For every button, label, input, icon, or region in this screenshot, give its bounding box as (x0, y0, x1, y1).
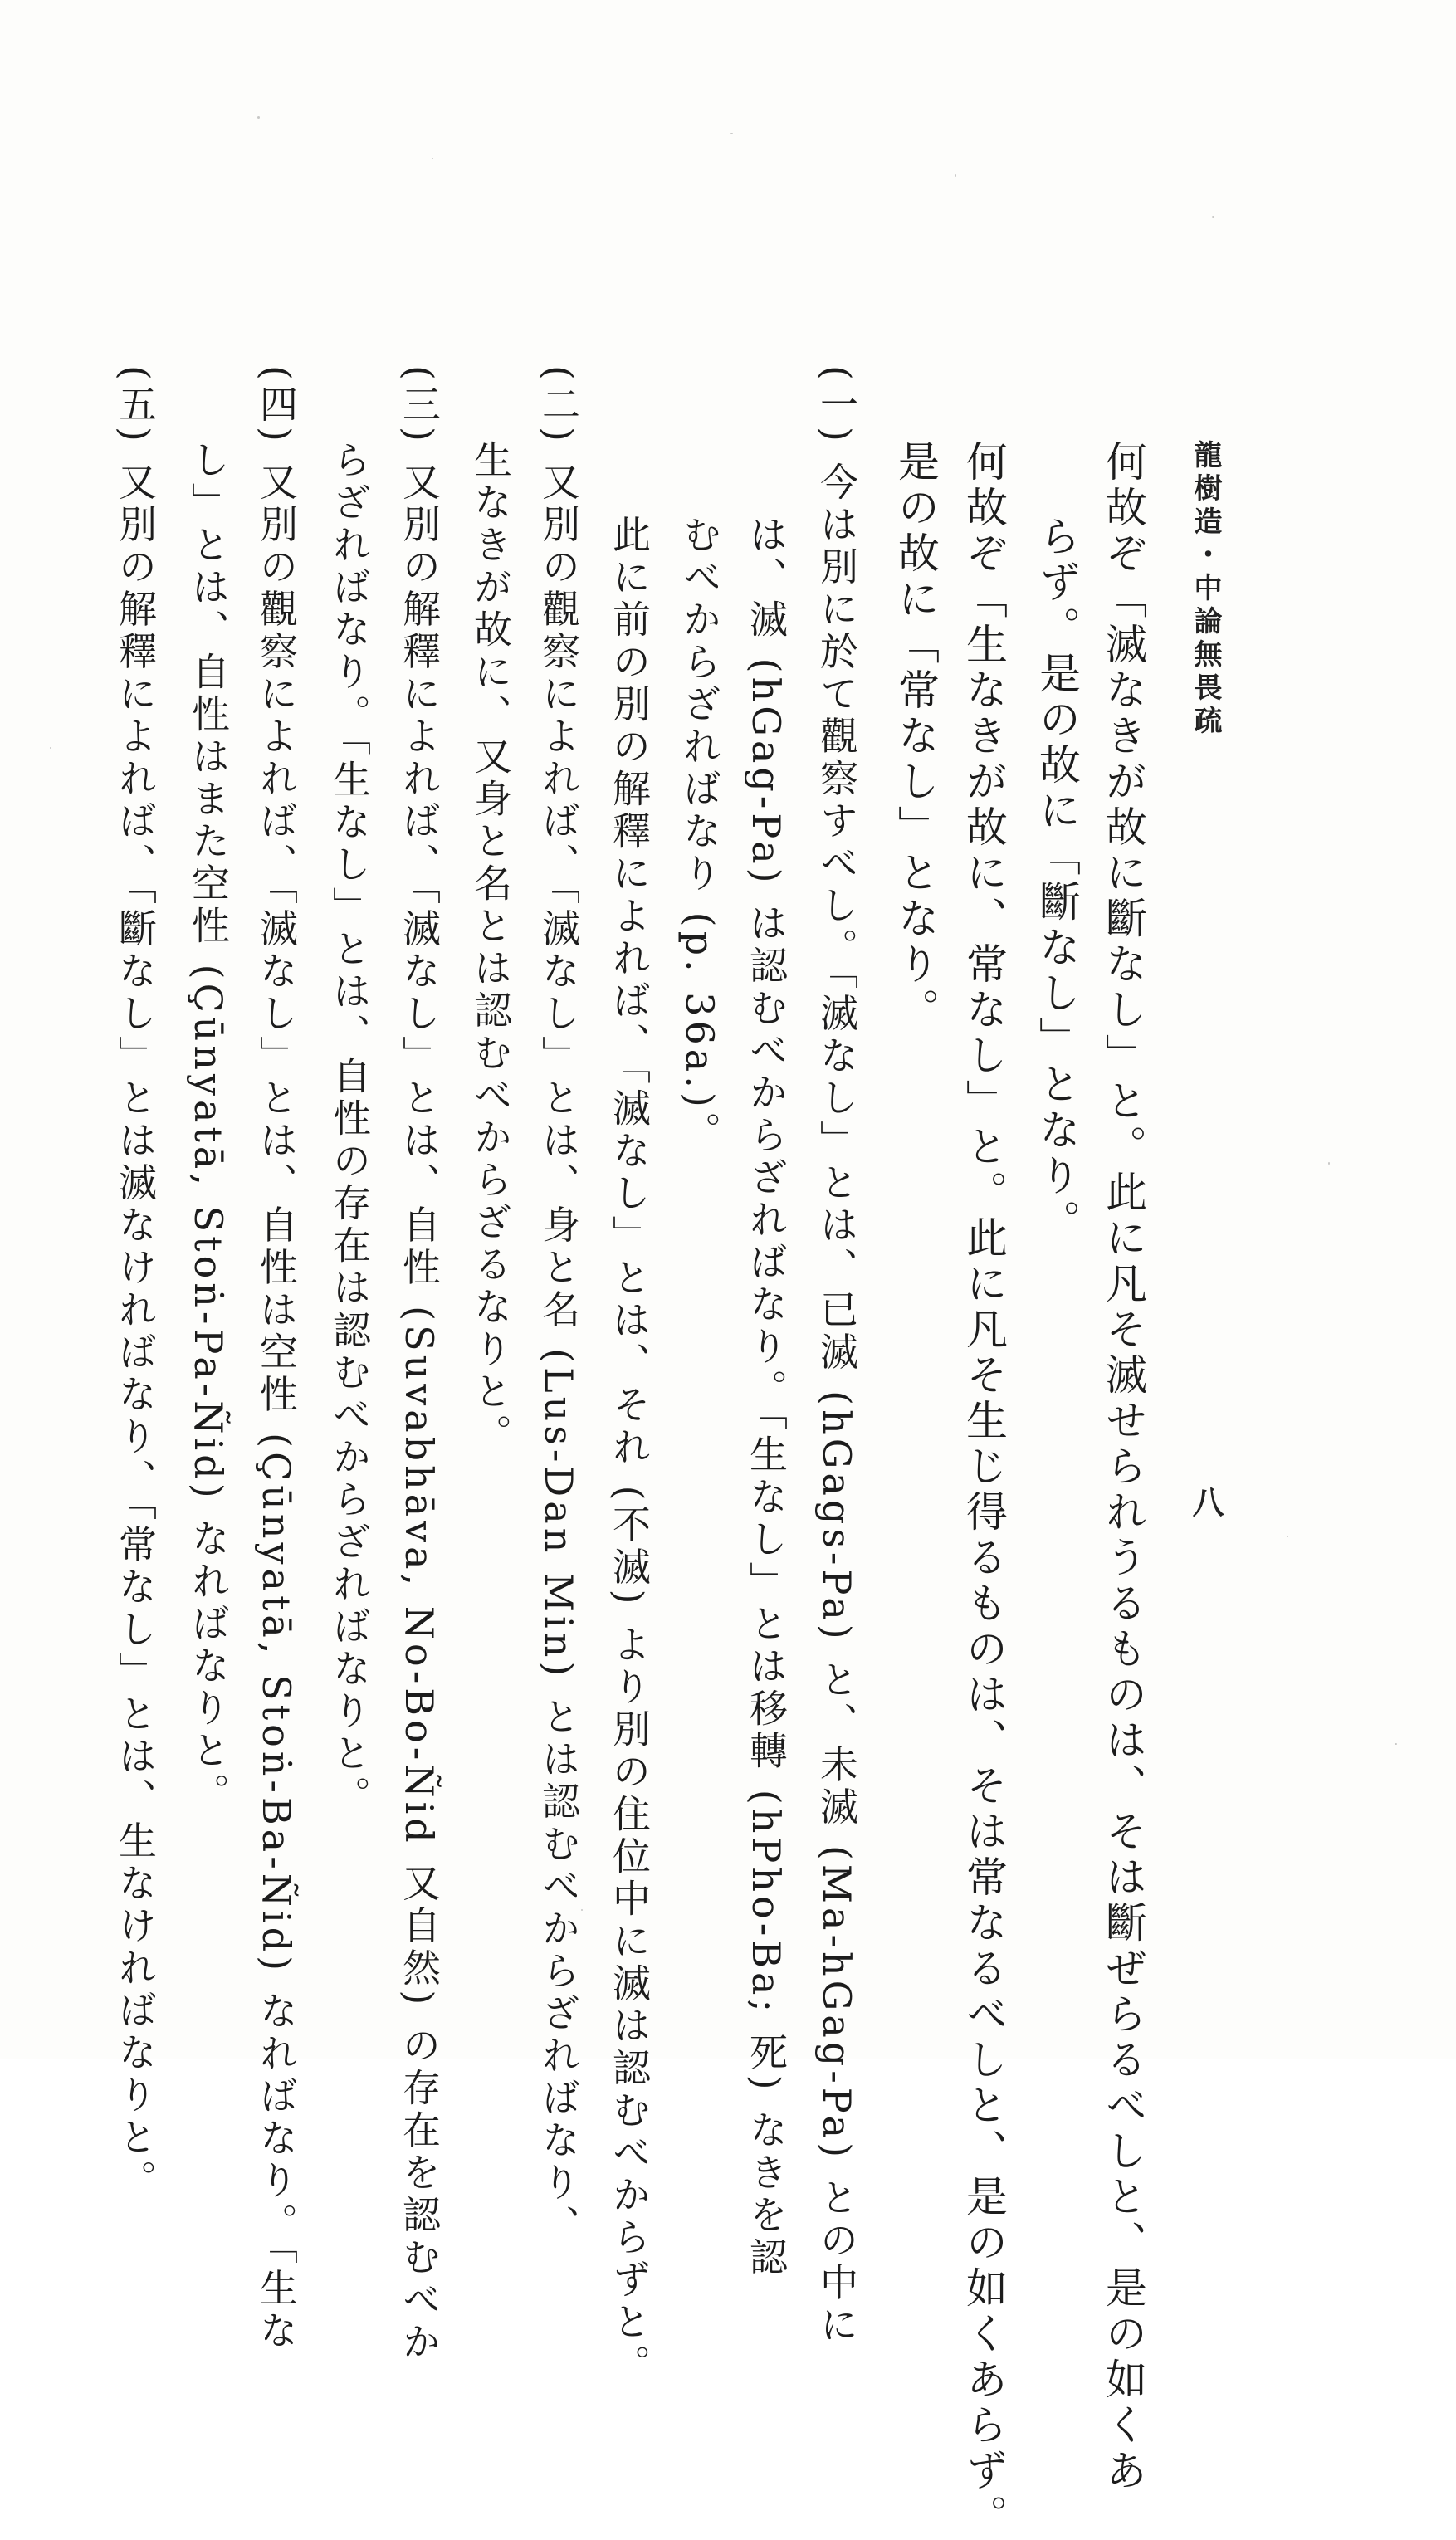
text-line-15: (五) 又別の解釋によれば、「斷なし」とは滅なければなり、「常なし」とは、生なければなりと。 (113, 365, 158, 2202)
text-line-11: (三) 又別の解釋によれば、「滅なし」とは、自性 (Suvabhāva, No-Bo-Ñid 又自然) の存在を認むべか (397, 365, 442, 2364)
text-line-14: し」とは、自性はまた空性 (Çūnyatā, Stoṅ-Pa-Ñid) なればなりと。 (186, 440, 231, 1815)
page-number: 八 (1187, 1486, 1224, 1517)
text-line-3: 何故ぞ「生なきが故に、常なし」と。此に凡そ生じ得るものは、そは常なるべしと、是の如くあらず。 (960, 440, 1008, 2540)
scan-speck (730, 133, 733, 134)
scan-speck (1287, 1536, 1288, 1537)
text-line-12: らざればなり。「生なし」とは、自性の存在は認むべからざればなりと。 (327, 440, 372, 1818)
scan-speck (1328, 1162, 1330, 1165)
text-line-9: (二) 又別の觀察によれば、「滅なし」とは、身と名 (Lus-Dan Min) とは認むべからざればなり、 (536, 365, 581, 2247)
text-line-13: (四) 又別の觀察によれば、「滅なし」とは、自性は空性 (Çūnyatā, Stoṅ-Ba-Ñid) なればなり。「生な (254, 365, 299, 2353)
scan-speck (1395, 1743, 1397, 1745)
running-title: 龍樹造・中論無畏疏 (1189, 440, 1222, 739)
text-line-8: 此に前の別の解釋によれば、「滅なし」とは、それ (不滅) より別の住位中に滅は認むべからずと。 (607, 515, 652, 2387)
text-line-5: (一) 今は別に於て觀察すべし。「滅なし」とは、已滅 (hGags-Pa) と、未滅 (Ma-hGag-Pa) との中に (814, 365, 859, 2347)
text-line-10: 生なきが故に、又身と名とは認むべからざるなりと。 (468, 440, 513, 1456)
scan-speck (1212, 216, 1214, 218)
scan-speck (581, 1909, 583, 1911)
text-line-1: 何故ぞ「滅なきが故に斷なし」と。此に凡そ滅せられうるものは、そは斷ぜらるべしと、是の如くあ (1099, 440, 1147, 2494)
scan-speck (955, 174, 956, 177)
text-line-7: むべからざればなり (p. 36a.)。 (677, 515, 722, 1154)
text-line-4: 是の故に「常なし」となり。 (892, 440, 940, 1033)
text-line-2: らず。是の故に「斷なし」となり。 (1033, 515, 1081, 1245)
scan-speck (257, 116, 260, 119)
scan-speck (50, 747, 51, 749)
scan-speck (432, 158, 433, 159)
text-line-6: は、滅 (hGag-Pa) は認むべからざればなり。「生なし」とは移轉 (hPho-Ba; 死) なきを認 (744, 515, 789, 2280)
